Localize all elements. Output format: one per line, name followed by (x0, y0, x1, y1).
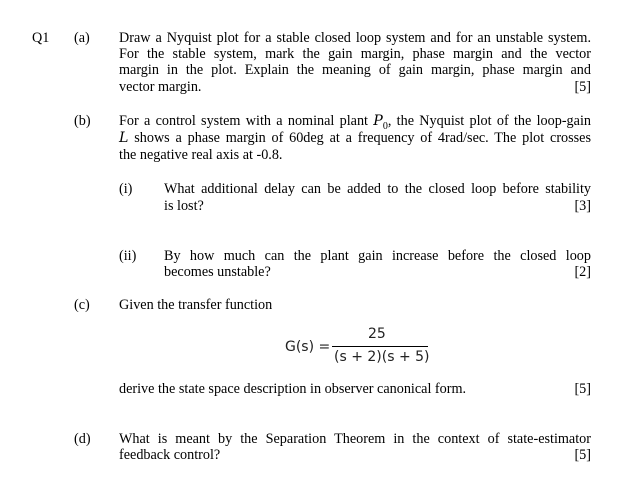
part-a-marks: [5] (574, 79, 591, 95)
equation-denominator: (s + 2)(s + 5) (334, 349, 430, 365)
part-d-marks: [5] (574, 447, 591, 463)
part-c-label: (c) (74, 297, 90, 313)
symbol-l: L (119, 130, 129, 146)
part-a-line-2: For the stable system, mark the gain margin, phase margin and the vector (119, 46, 591, 62)
part-c-marks: [5] (574, 381, 591, 397)
part-b-line-1-text-b: , the Nyquist plot of the loop-gain (387, 113, 591, 129)
part-c-task: derive the state space description in observer canonical form. (119, 381, 467, 397)
part-b-ii-label: (ii) (119, 248, 137, 264)
equation-numerator: 25 (368, 326, 386, 342)
equation-fraction-bar (332, 346, 428, 347)
part-d-line-2: feedback control? (119, 447, 221, 463)
part-b-i-label: (i) (119, 181, 133, 197)
part-b-ii-line-2: becomes unstable? (164, 264, 271, 280)
part-a-line-3: margin in the plot. Explain the meaning of gain margin, phase margin and (119, 62, 591, 78)
part-c-intro: Given the transfer function (119, 297, 273, 313)
part-b-ii-marks: [2] (574, 264, 591, 280)
part-d-label: (d) (74, 431, 91, 447)
symbol-p-subscript: 0 (382, 120, 388, 132)
part-a-line-4: vector margin. (119, 79, 202, 95)
part-b-label: (b) (74, 113, 91, 129)
part-b-ii-line-1: By how much can the plant gain increase before the closed loop (164, 248, 591, 264)
part-b-line-3: the negative real axis at -0.8. (119, 147, 283, 163)
part-a-line-1: Draw a Nyquist plot for a stable closed loop system and for an unstable system. (119, 30, 591, 46)
part-b-line-2 (119, 130, 591, 146)
part-b-i-marks: [3] (574, 198, 591, 214)
question-number: Q1 (32, 30, 50, 46)
symbol-p: P (373, 113, 383, 129)
equation-lhs: G(s) = (285, 339, 331, 355)
part-b-i-line-2: is lost? (164, 198, 204, 214)
part-b-line-1-text-a: For a control system with a nominal plant (119, 113, 374, 129)
part-b-line-2-text: shows a phase margin of 60deg at a frequency of 4rad/sec. The plot crosses (128, 130, 591, 146)
part-b-i-line-1: What additional delay can be added to the closed loop before stability (164, 181, 591, 197)
part-a-label: (a) (74, 30, 90, 46)
part-d-line-1: What is meant by the Separation Theorem in the context of state-estimator (119, 431, 591, 447)
